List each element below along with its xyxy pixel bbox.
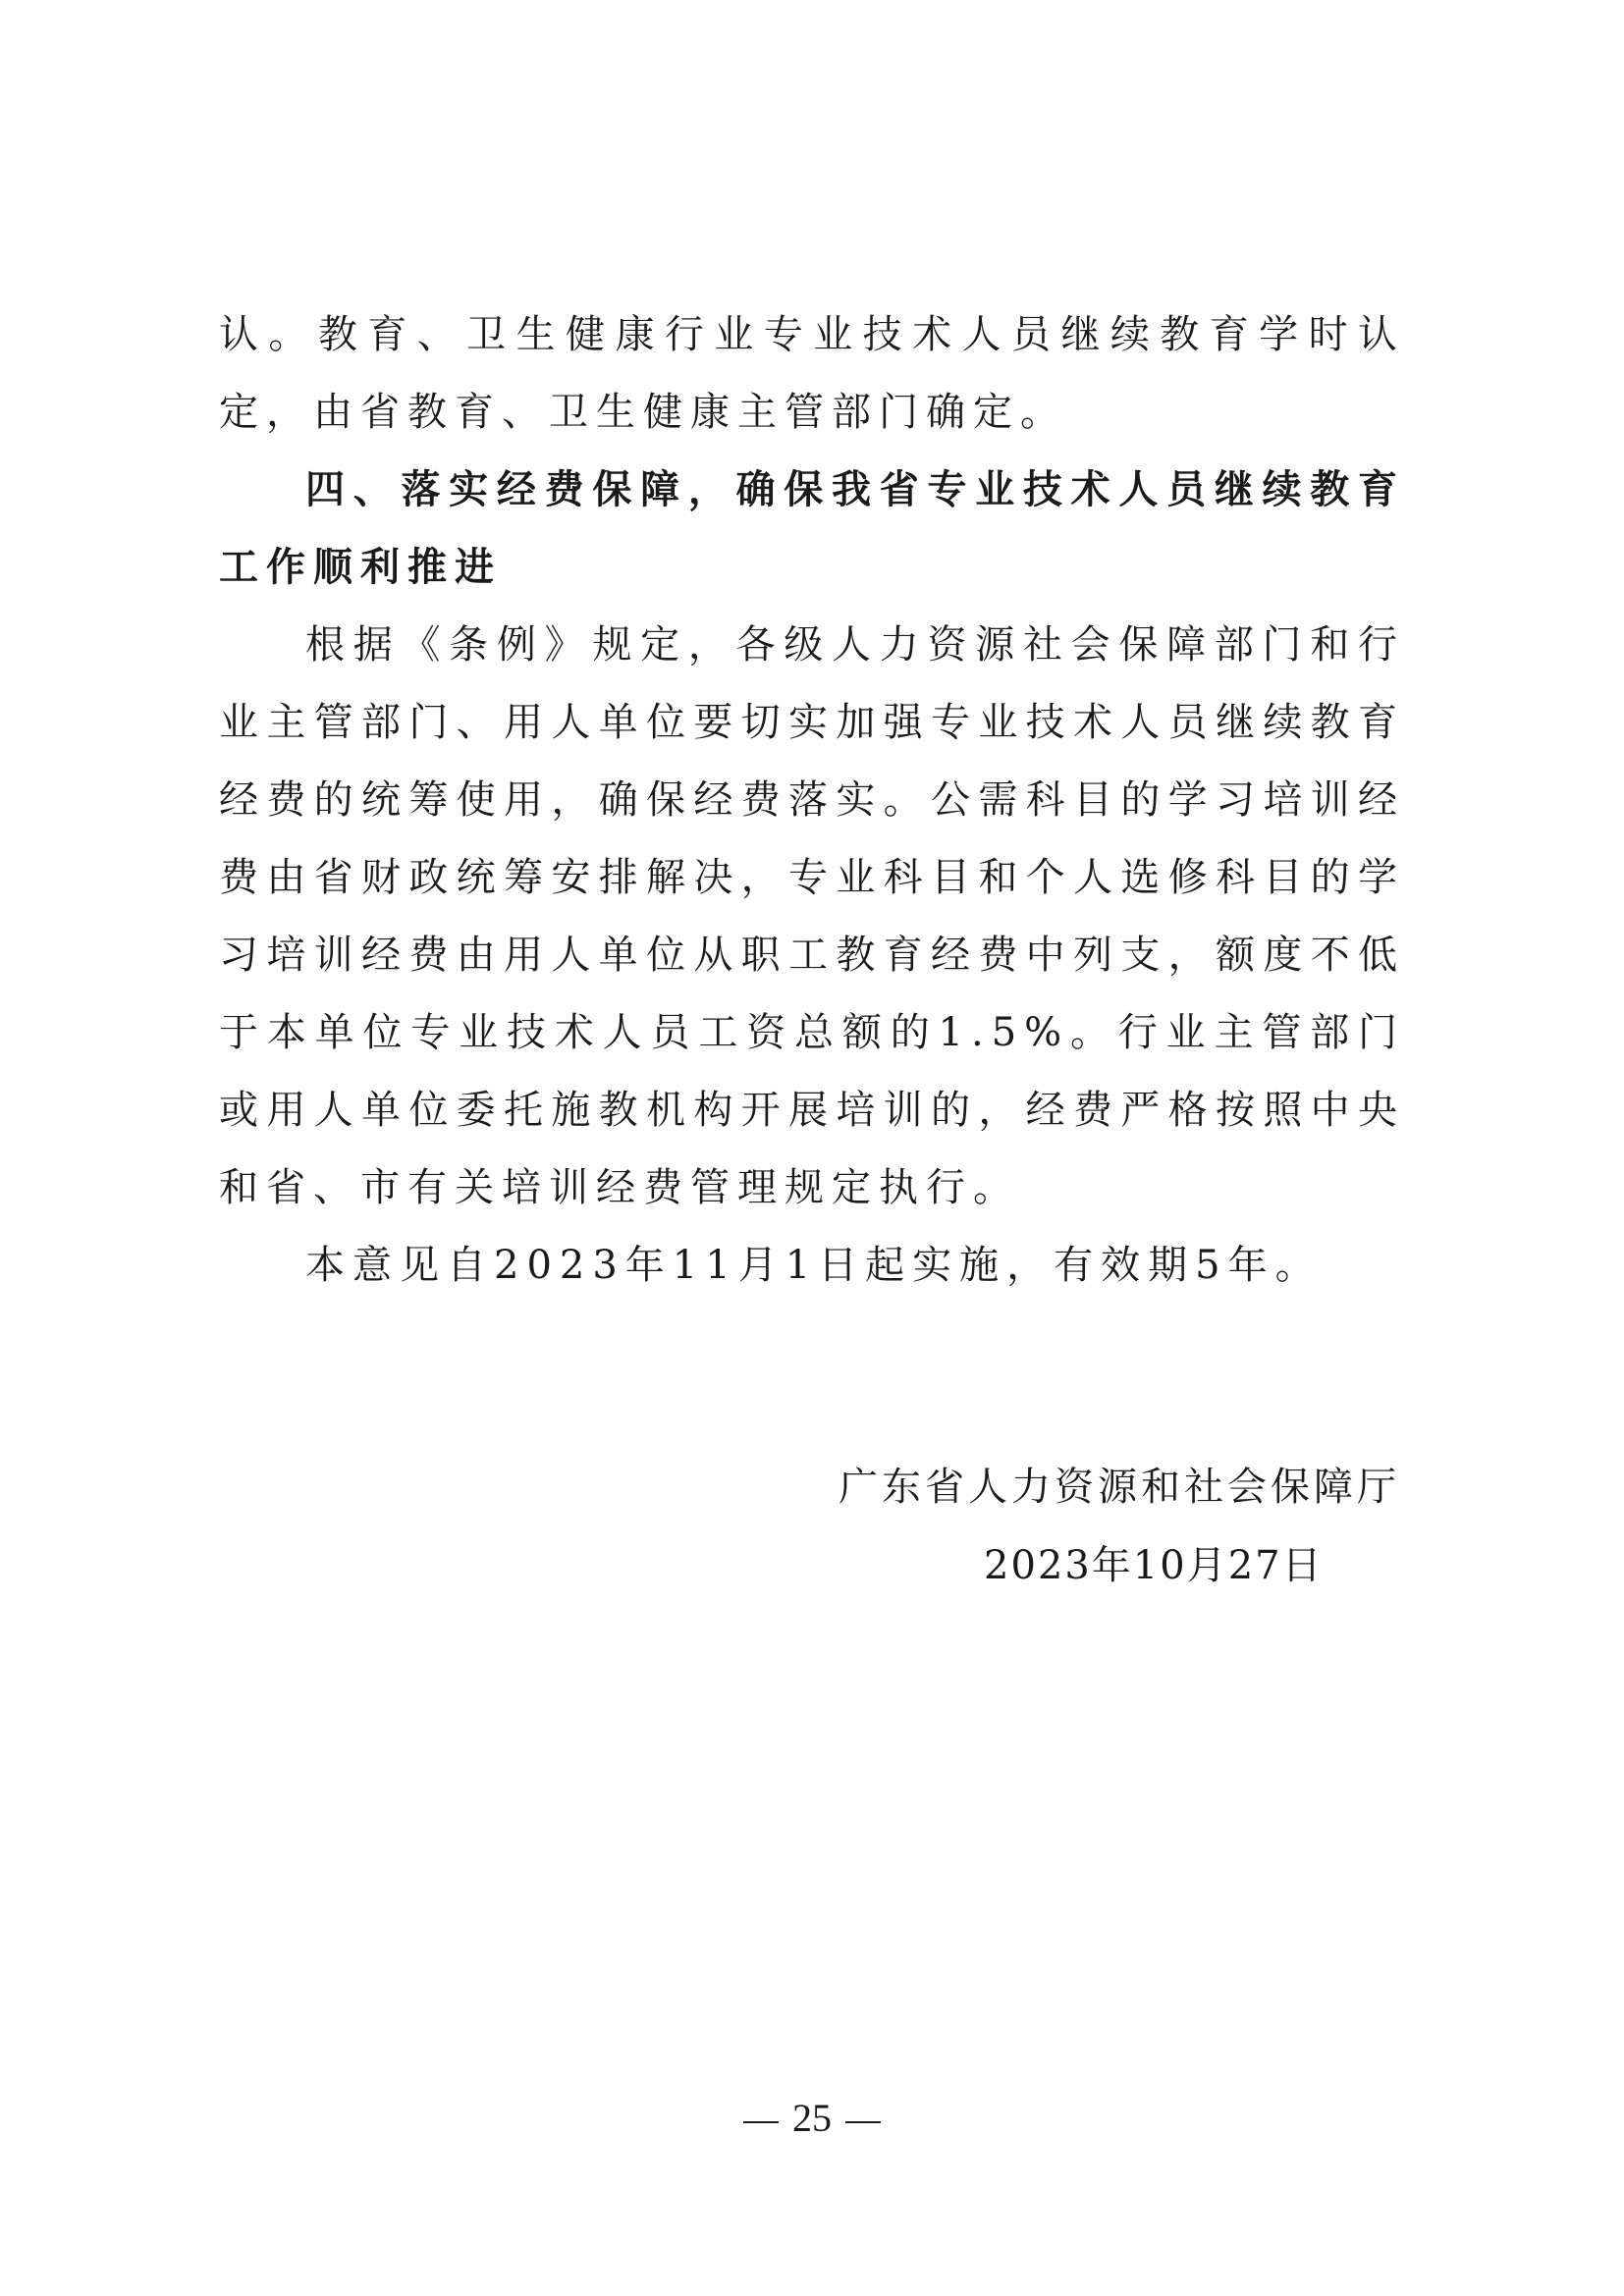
paragraph-effective-date: 本意见自2023年11月1日起实施，有效期5年。 — [305, 1243, 1323, 1288]
signature-organization: 广东省人力资源和社会保障厅 — [839, 1465, 1400, 1510]
left-dash-icon — [743, 2121, 779, 2123]
paragraph-continuation: 认。教育、卫生健康行业专业技术人员继续教育学时认定，由省教育、卫生健康主管部门确定。 — [219, 312, 1405, 435]
page-number-footer — [0, 2089, 1624, 2148]
document-body — [219, 296, 1405, 1305]
signature-date: 2023年10月27日 — [984, 1543, 1324, 1588]
section-heading-4: 四、落实经费保障，确保我省专业技术人员继续教育工作顺利推进 — [219, 467, 1405, 590]
paragraph-funding: 根据《条例》规定，各级人力资源社会保障部门和行业主管部门、用人单位要切实加强专业技术人员继续教育经费的统筹使用，确保经费落实。公需科目的学习培训经费由省财政统筹安排解决，专业科目和个人选修科目的学习培训经费由用人单位从职工教育经费中列支，额度不低于本单位专业技术人员工资总额的1.5%。行业主管部门或用人单位委托施教机构开展培训的，经费严格按照中央和省、市有关培训经费管理规定执行。 — [219, 622, 1405, 1210]
right-dash-icon — [845, 2121, 881, 2123]
page-number: 25 — [792, 2096, 832, 2140]
